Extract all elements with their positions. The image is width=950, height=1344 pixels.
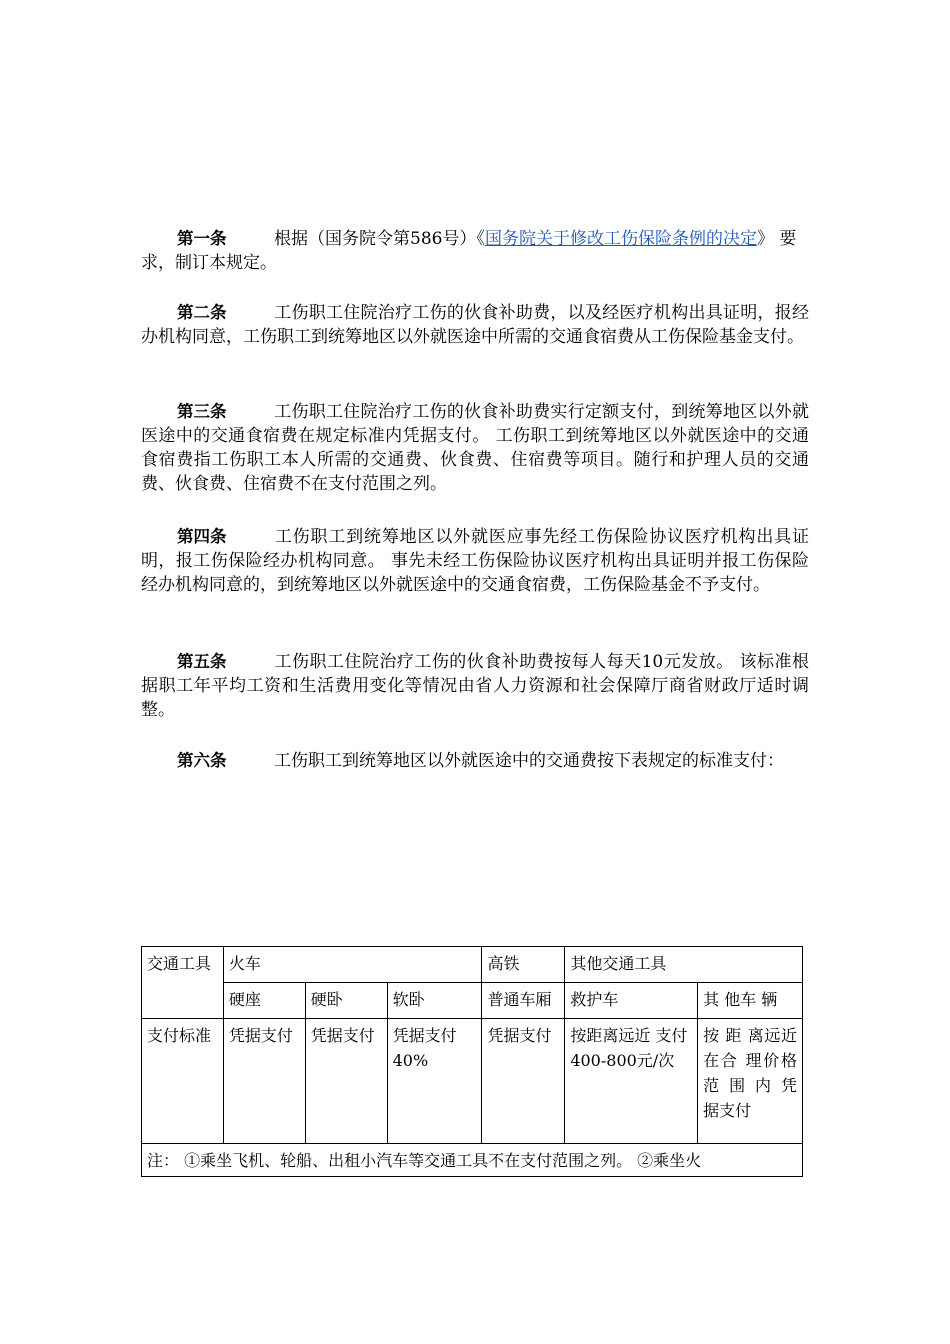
table-cell: 按 距 离远近 在合 理价格 范 围 内 凭 据支付 [698, 1019, 803, 1144]
table-cell-train: 火车 [223, 947, 482, 983]
article-text: 工伤职工到统筹地区以外就医应事先经工伤保险协议医疗机构出具证明，报工伤保险经办机构同意。 事先未经工伤保险协议医疗机构出具证明并报工伤保险经办机构同意的，到统筹地区以外就医途中的交通食宿费，工伤保险基金不予支付。 [141, 527, 809, 595]
article-number: 第五条 [177, 652, 227, 671]
table-cell: 硬座 [223, 983, 305, 1019]
article-text: 工伤职工住院治疗工伤的伙食补助费按每人每天10元发放。 该标准根据职工年平均工资和生活费用变化等情况由省人力资源和社会保障厅商省财政厅适时调整。 [141, 652, 809, 720]
table-cell-transport-label: 交通工具 [142, 947, 224, 1019]
table-note-row [142, 1144, 803, 1177]
article-6 [141, 749, 809, 773]
article-number: 第一条 [177, 229, 227, 248]
regulation-link[interactable]: 国务院关于修改工伤保险条例的决定 [484, 229, 757, 249]
article-text: 》 要求，制订本规定。 [141, 229, 797, 273]
article-text: 工伤职工到统筹地区以外就医途中的交通费按下表规定的标准支付： [274, 751, 784, 771]
article-number: 第二条 [177, 303, 227, 322]
article-text: 工伤职工住院治疗工伤的伙食补助费，以及经医疗机构出具证明，报经办机构同意，工伤职工到统筹地区以外就医途中所需的交通食宿费从工伤保险基金支付。 [141, 303, 809, 347]
transport-fee-table [141, 946, 803, 1177]
article-number: 第六条 [177, 751, 227, 770]
article-2 [141, 301, 809, 349]
table-cell: 其 他车 辆 [698, 983, 803, 1019]
table-cell: 凭据支付 [482, 1019, 565, 1144]
article-3 [141, 400, 809, 496]
table-cell: 救护车 [565, 983, 698, 1019]
article-4 [141, 525, 809, 597]
table-cell-highspeed: 高铁 [482, 947, 565, 983]
article-number: 第三条 [177, 402, 227, 421]
article-text: 根据（国务院令第586号）《 [274, 229, 485, 249]
article-number: 第四条 [177, 527, 227, 546]
article-text: 工伤职工住院治疗工伤的伙食补助费实行定额支付，到统筹地区以外就医途中的交通食宿费在规定标准内凭据支付。 工伤职工到统筹地区以外就医途中的交通食宿费指工伤职工本人所需的交通费、伙食费、住宿费等项目。随行和护理人员的交通费、伙食费、住宿费不在支付范围之列。 [141, 402, 809, 494]
table-cell: 硬卧 [305, 983, 387, 1019]
table-header-row [142, 947, 803, 983]
article-1 [141, 227, 809, 275]
table-cell-other-transport: 其他交通工具 [565, 947, 803, 983]
table-cell: 普通车厢 [482, 983, 565, 1019]
article-5 [141, 650, 809, 722]
table-cell: 凭据支付 [223, 1019, 305, 1144]
table-cell: 凭据支付40% [387, 1019, 482, 1144]
table-subheader-row [142, 983, 803, 1019]
table-cell: 凭据支付 [305, 1019, 387, 1144]
table-row [142, 1019, 803, 1144]
table-cell: 按距离远近 支付400-800元/次 [565, 1019, 698, 1144]
table-note: 注： ①乘坐飞机、轮船、出租小汽车等交通工具不在支付范围之列。 ②乘坐火 [142, 1144, 803, 1177]
table-cell-standard-label: 支付标准 [142, 1019, 224, 1144]
table-cell: 软卧 [387, 983, 482, 1019]
